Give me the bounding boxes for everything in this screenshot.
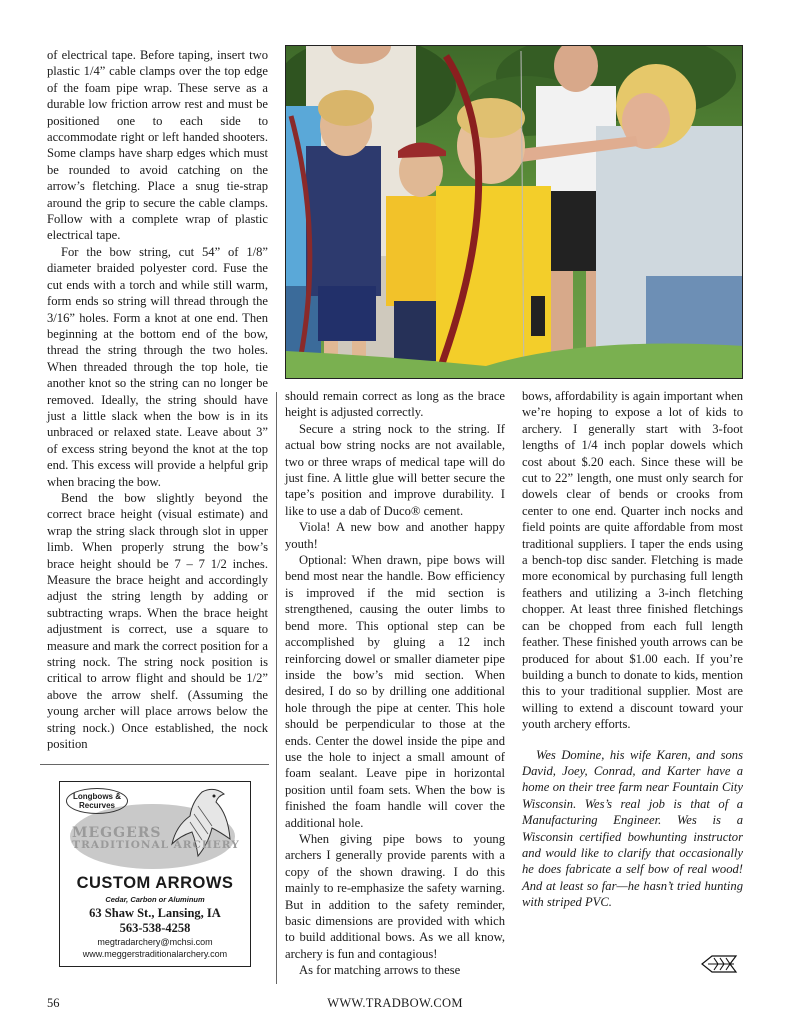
ad-website: www.meggerstraditionalarchery.com xyxy=(82,949,228,959)
ad-bubble-line: Recurves xyxy=(78,801,116,810)
paragraph: For the bow string, cut 54” of 1/8” diameter braided polyester cord. Fuse the cut ends with a torch and while still warm, form ends so string will thread through the 3/16” holes. Form a knot at one end. Then beginning at the bottom end of the bow, thread the string through the two holes. When threaded through the top hole, tie another knot so the string can no longer be removed. Ideally, the string should have just a little slack when the bow is in its unbraced or relaxed state. Leave about 3” of excess string beyond the knot at the top end. This excess will provide a helpful grip when bracing the bow. xyxy=(47,244,268,489)
ad-brand-tagline: TRADITIONAL ARCHERY xyxy=(72,839,240,851)
paragraph: As for matching arrows to these xyxy=(299,963,461,978)
paragraph: Bend the bow slightly beyond the correct brace height (visual estimate) and wrap the string slack through slot in upper limb. When properly strung the bow’s brace height should be 7 – 7 1/2 inches. Measure the brace height and accordingly adjust the string length by adding or subtracting wraps. When the brace height adjustment is correct, use a square to measure and mark the correct position for a string nock. The string nock position is critical to arrow flight and should be 1/2” above the arrow shelf. (Assuming the young archer will place arrows below the string nock.) Once established, the nock position xyxy=(47,490,268,752)
meggers-advertisement xyxy=(59,781,251,967)
column-divider-horizontal xyxy=(40,764,269,765)
ad-brand xyxy=(68,827,244,851)
paragraph: of electrical tape. Before taping, insert two plastic 1/4” cable clamps over the top edge of the foam pipe wrap. These serve as a durable low friction arrow rest and must be positioned one to each side to accommodate right or left handed shooters. Some clamps have sharp edges which must be rounded to avoid catching on the arrow’s fletching. Place a snug tie-strap around the grip to secure the cable clamps. Follow with a complete wrap of plastic electrical tape. xyxy=(47,48,268,243)
article-column-2 xyxy=(285,388,505,979)
footer-website: WWW.TRADBOW.COM xyxy=(327,996,463,1010)
ad-subline: Cedar, Carbon or Aluminum xyxy=(105,895,205,904)
ad-brand-name: MEGGERS xyxy=(72,825,162,841)
paragraph: Optional: When drawn, pipe bows will bend most near the handle. Bow efficiency is improved if the mid section is strengthened, causing the outer limbs to bend more. This optional step can be accomplished by gluing a 12 inch reinforcing dowel or smaller diameter pipe inside the bow’s mid section. When desired, I do so by drilling one additional hole through the pipe at center. This hole should be perpendicular to those at the ends. Center the dowel inside the pipe and use the hole to inject a small amount of foam sealant. Leave pipe in horizontal position until foam sets. When the bow is finished the foam handle will cover the additional hole. xyxy=(285,553,505,830)
ad-bubble xyxy=(66,788,128,814)
article-end-arrow-icon xyxy=(700,952,738,976)
paragraph: Secure a string nock to the string. If actual bow string nocks are not available, two or three wraps of medical tape will do just fine. A little glue will better secure the tape’s position and improve durability. I like to use a dab of Duco® cement. xyxy=(285,421,505,518)
paragraph: bows, affordability is again important when we’re hoping to expose a lot of kids to archery. I generally start with 3-foot lengths of 1/4 inch poplar dowels which cost about $.20 each. Since these will be cut to 22” length, one must only search for dowels clear of bends or crooks from center to one end. Quarter inch nocks and field points are quite affordable from most traditional suppliers. I taper the ends using a bench-top disc sander. Fletching is made more economical by purchasing full length feathers and utilizing a 3-inch fletching chopper. At least three finished fletchings can be chopped from each full length feather. These finished youth arrows can be produced for about $1.00 each. If you’re building a bunch to donate to kids, mention this to your traditional supplier. Most are willing to extend a discount toward your youth archery efforts. xyxy=(522,389,743,732)
article-column-3 xyxy=(522,388,743,911)
ad-headline: CUSTOM ARROWS xyxy=(76,874,234,892)
paragraph: When giving pipe bows to young archers I generally provide parents with a copy of the shown drawing. I do this mainly to re-emphasize the safety warning. But in addition to the safety reminder, basic dimensions are provided with which to build additional bows. As we all know, archery is fun and contagious! xyxy=(285,831,505,961)
ad-address: 63 Shaw St., Lansing, IA xyxy=(89,906,221,920)
author-bio: Wes Domine, his wife Karen, and sons David, Joey, Conrad, and Karter have a home on their tree farm near Fountain City Wisconsin. Wes’s real job is that of a Manufacturing Engineer. Wes is a Wisconsin certified bowhunting instructor and would like to clarify that occasionally he does fabricate a self bow of real wood! And at least so far—he hasn’t tried hunting with striped PVC. xyxy=(522,747,743,910)
paragraph: should remain correct as long as the brace height is adjusted correctly. xyxy=(285,389,505,420)
photo-illustration xyxy=(286,46,743,379)
ad-email: megtradarchery@mchsi.com xyxy=(97,937,213,947)
column-divider-vertical xyxy=(276,392,277,984)
page-number: 56 xyxy=(47,996,60,1010)
ad-bubble-line: Longbows & xyxy=(73,792,121,801)
article-column-1 xyxy=(47,47,268,752)
paragraph: Viola! A new bow and another happy youth! xyxy=(285,520,505,551)
kids-archery-photo xyxy=(285,45,743,379)
ad-phone: 563-538-4258 xyxy=(119,921,191,935)
